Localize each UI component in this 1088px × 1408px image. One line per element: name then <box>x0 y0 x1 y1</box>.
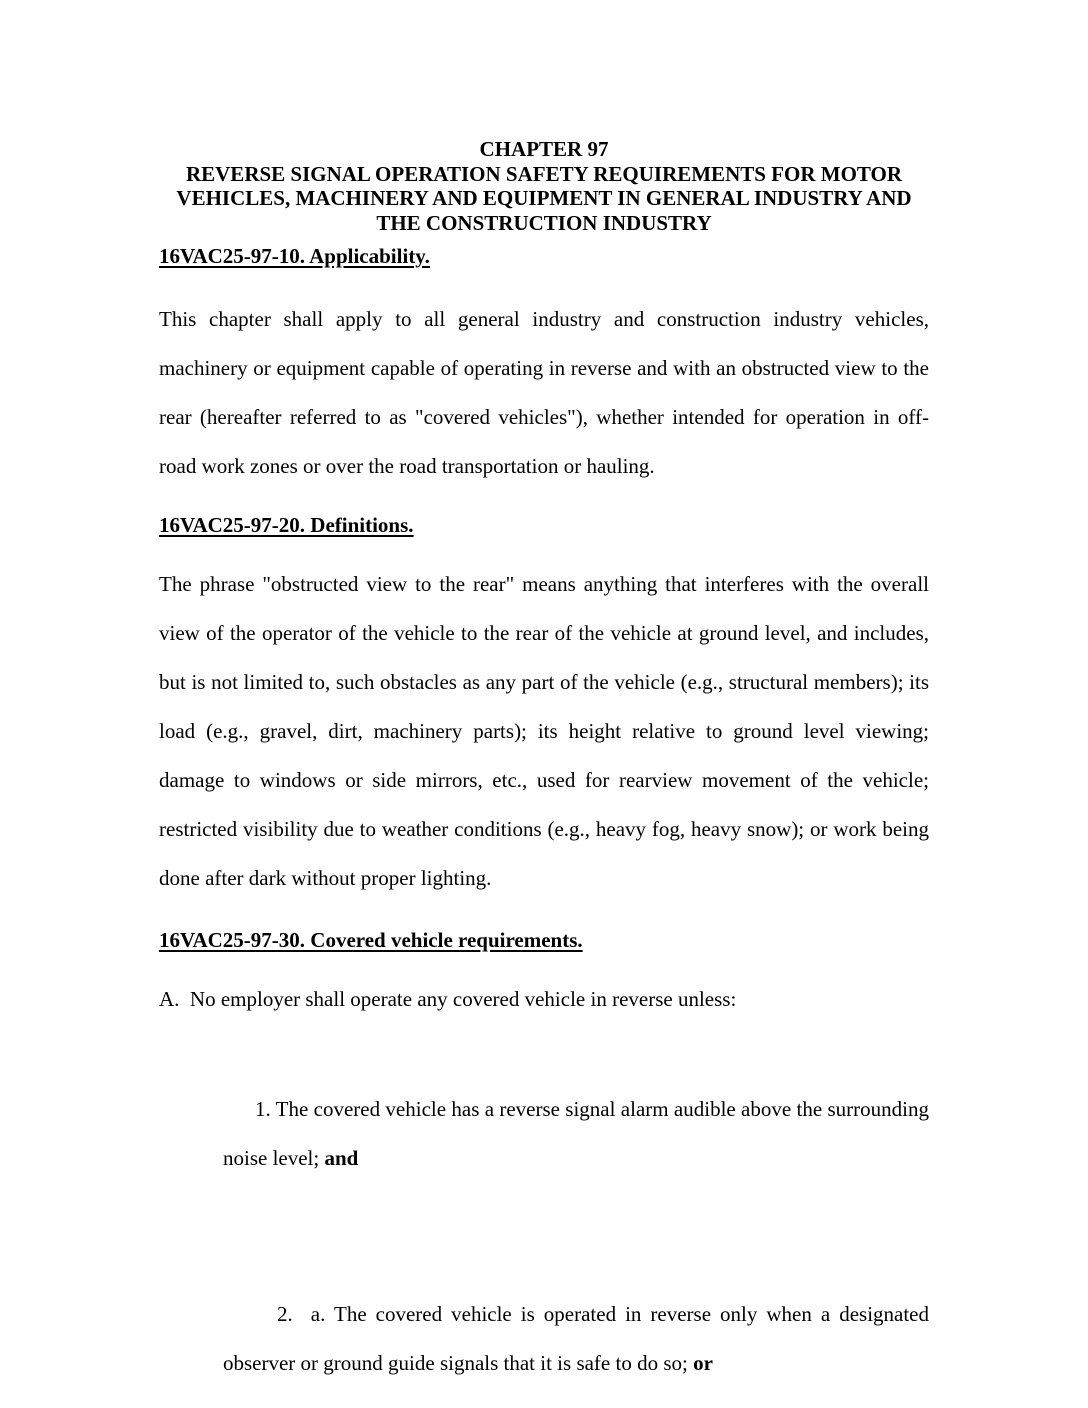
list-item-1 <box>223 1036 935 1232</box>
section-heading-definitions-text: 16VAC25-97-20. Definitions. <box>159 512 414 537</box>
section-heading-covered-vehicle-requirements-text: 16VAC25-97-30. Covered vehicle requirements. <box>159 927 583 952</box>
section-heading-definitions <box>159 513 929 538</box>
document-content <box>159 0 935 1408</box>
chapter-number: CHAPTER 97 <box>479 137 609 161</box>
section-heading-applicability-text: 16VAC25-97-10. Applicability. <box>159 243 430 268</box>
paragraph-definitions: The phrase "obstructed view to the rear" means anything that interferes with the overall view of the operator of the vehicle to the rear of the vehicle at ground level, and includes, but is not limited to, such obstacles as any part of the vehicle (e.g., structural members); its load (e.g., gravel, dirt, machinery parts); its height relative to ground level viewing; damage to windows or side mirrors, etc., used for rearview movement of the vehicle; restricted visibility due to weather conditions (e.g., heavy fog, heavy snow); or work being done after dark without proper lighting. <box>159 571 929 890</box>
section-heading-covered-vehicle-requirements <box>159 928 929 953</box>
title-line-1: REVERSE SIGNAL OPERATION SAFETY REQUIREMENTS FOR MOTOR <box>185 161 903 186</box>
clause-a-intro: A. No employer shall operate any covered vehicle in reverse unless: <box>159 986 737 1011</box>
list-item-2-conjunction: or <box>693 1350 713 1375</box>
paragraph-applicability: This chapter shall apply to all general industry and construction industry vehicles, machinery or equipment capable of operating in reverse and with an obstructed view to the rear (hereafter referred to as "covered vehicles"), whether intended for operation in off-road work zones or over the road transportation or hauling. <box>159 306 929 478</box>
list-item-2 <box>223 1241 935 1408</box>
list-item-1-conjunction: and <box>324 1145 359 1170</box>
title-line-2: VEHICLES, MACHINERY AND EQUIPMENT IN GENERAL INDUSTRY AND <box>176 186 912 211</box>
section-heading-applicability <box>159 244 929 269</box>
document-title <box>159 137 929 236</box>
list-item-1-text: 1. The covered vehicle has a reverse signal alarm audible above the surrounding noise level; <box>223 1096 935 1170</box>
list-item-2-text: 2. a. The covered vehicle is operated in reverse only when a designated observer or ground guide signals that it is safe to do so; <box>223 1301 935 1375</box>
title-line-3: THE CONSTRUCTION INDUSTRY <box>376 211 712 236</box>
